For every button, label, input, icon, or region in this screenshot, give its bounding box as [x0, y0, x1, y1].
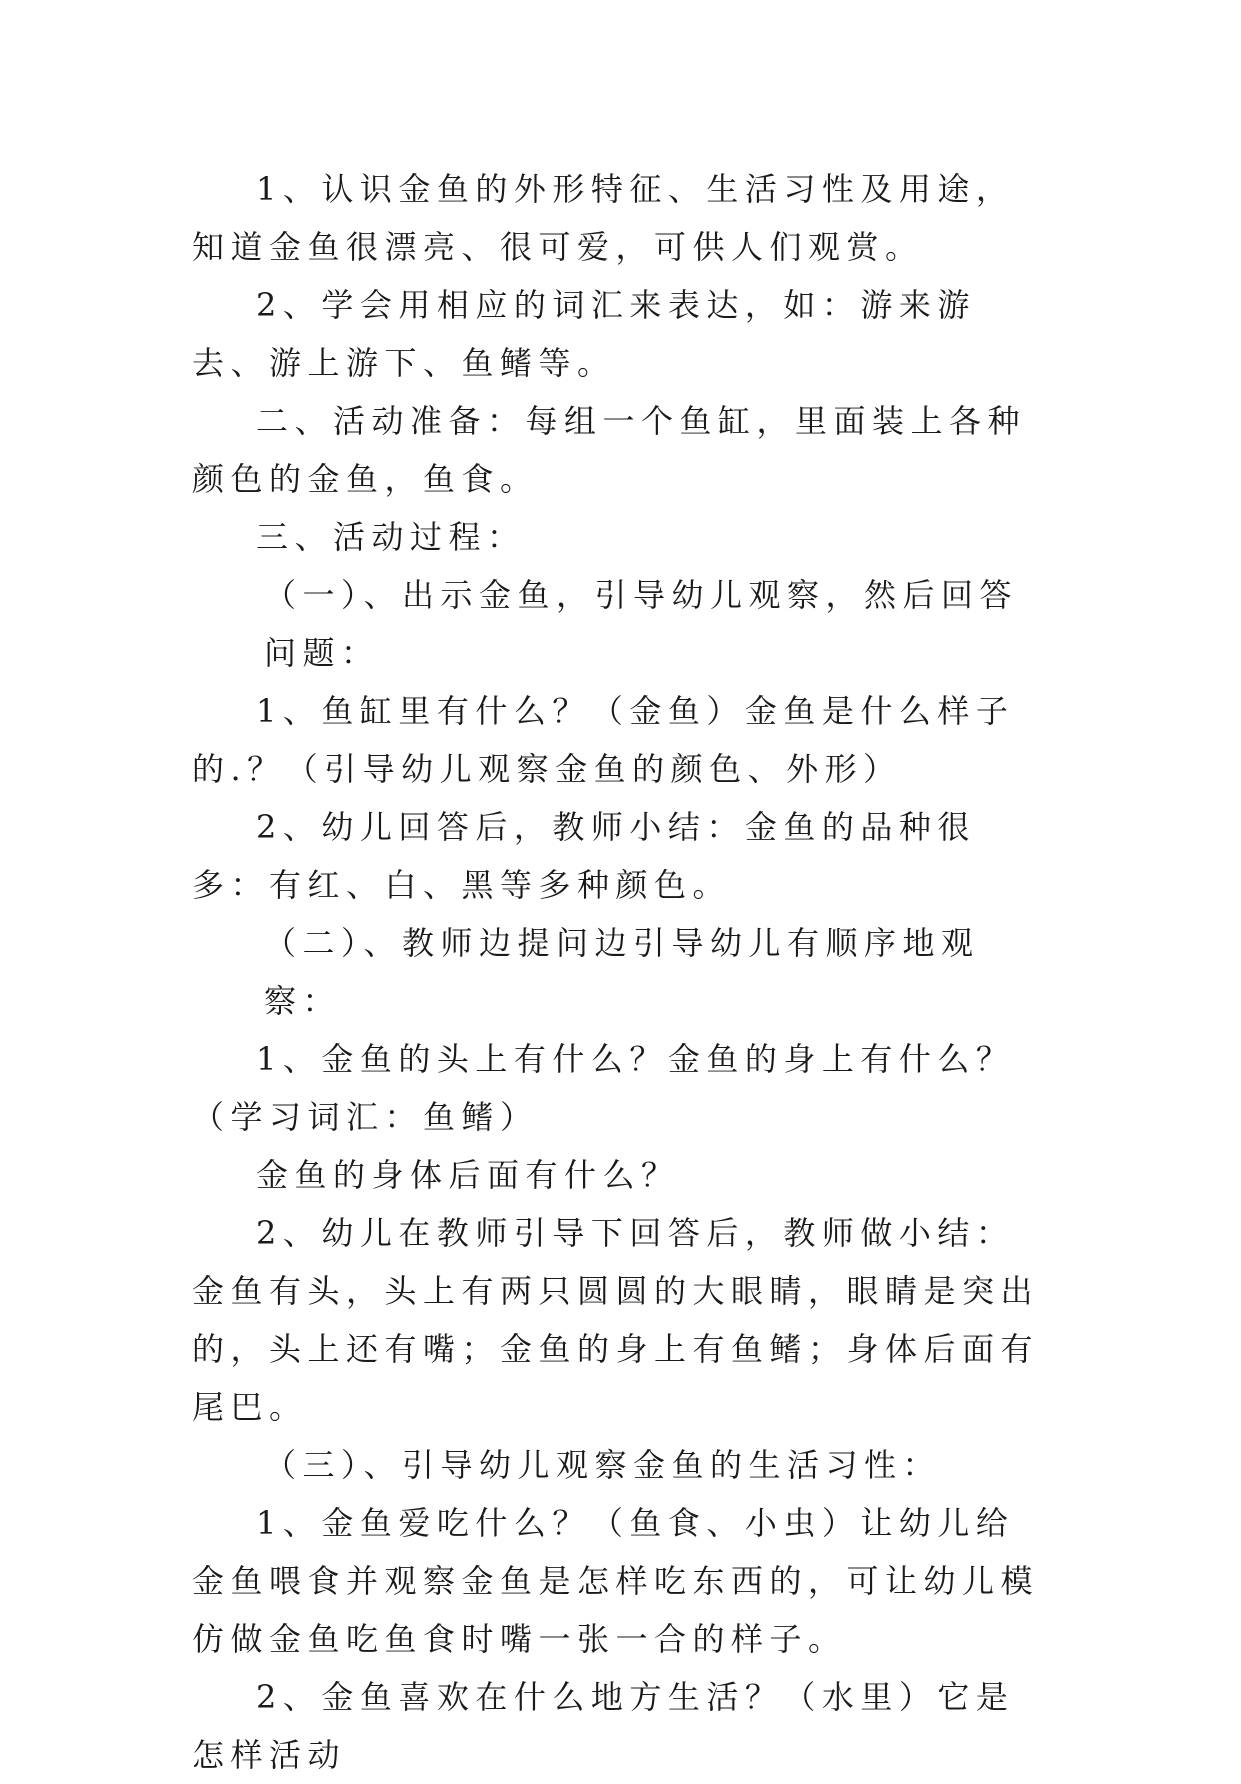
- paragraph-step-3-2: 2、金鱼喜欢在什么地方生活？（水里）它是怎样活动: [192, 1678, 1015, 1774]
- paragraph-step-3-1: 1、金鱼爱吃什么？（鱼食、小虫）让幼儿给金鱼喂食并观察金鱼是怎样吃东西的，可让幼儿模仿做金鱼吃鱼食时嘴一张一合的样子。: [192, 1504, 1040, 1658]
- paragraph-goal-1: 1、认识金鱼的外形特征、生活习性及用途，知道金鱼很漂亮、很可爱，可供人们观赏。: [192, 170, 1015, 266]
- paragraph-preparation: 二、活动准备：每组一个鱼缸，里面装上各种颜色的金鱼，鱼食。: [192, 402, 1027, 498]
- paragraph-step-1-2: 2、幼儿回答后，教师小结：金鱼的品种很多：有红、白、黑等多种颜色。: [192, 808, 976, 904]
- section-heading-process: 三、活动过程：: [256, 518, 526, 556]
- paragraph-step-2-1b: 金鱼的身体后面有什么？: [256, 1156, 680, 1194]
- subsection-heading-3: （三）、引导幼儿观察金鱼的生活习性：: [264, 1446, 942, 1484]
- paragraph-goal-2: 2、学会用相应的词汇来表达，如：游来游去、游上游下、鱼鳍等。: [192, 286, 976, 382]
- document-body: [192, 160, 1052, 1784]
- subsection-heading-1: （一）、出示金鱼，引导幼儿观察，然后回答问题：: [264, 576, 1019, 672]
- paragraph-step-2-1: 1、金鱼的头上有什么？金鱼的身上有什么？（学习词汇：鱼鳍）: [192, 1040, 1015, 1136]
- paragraph-step-1-1: 1、鱼缸里有什么？（金鱼）金鱼是什么样子的.？（引导幼儿观察金鱼的颜色、外形）: [192, 692, 1015, 788]
- subsection-heading-2: （二）、教师边提问边引导幼儿有顺序地观察：: [264, 924, 980, 1020]
- paragraph-step-2-2: 2、幼儿在教师引导下回答后，教师做小结：金鱼有头，头上有两只圆圆的大眼睛，眼睛是突出的，头上还有嘴；金鱼的身上有鱼鳍；身体后面有尾巴。: [192, 1214, 1040, 1426]
